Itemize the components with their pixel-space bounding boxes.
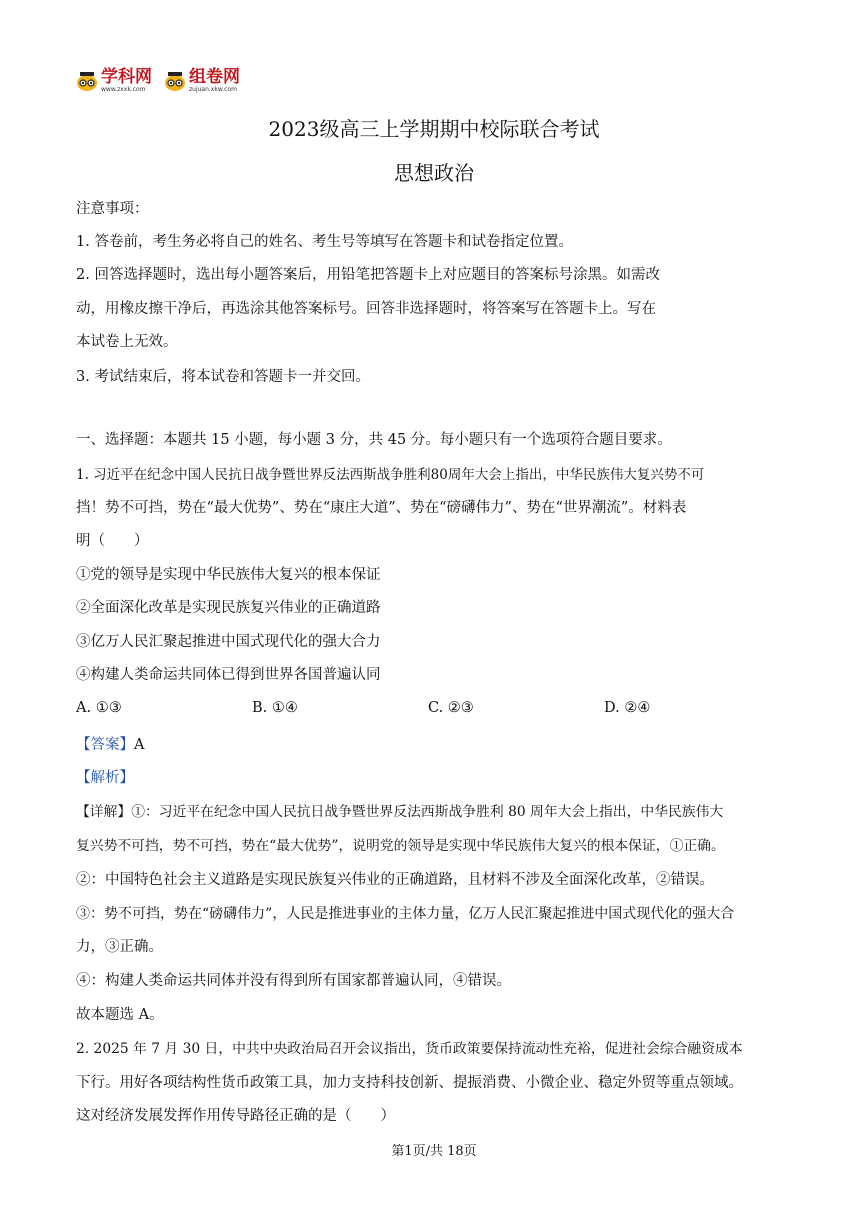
detail-line-2: 复兴势不可挡，势不可挡，势在“最大优势”，说明党的领导是实现中华民族伟大复兴的根本保证，①正确。: [76, 838, 725, 854]
q2-stem-line-1: 2. 2025 年 7 月 30 日，中共中央政治局召开会议指出，货币政策要保持流动性充裕，促进社会综合融资成本: [76, 1041, 743, 1057]
q1-statement-4: ④构建人类命运共同体已得到世界各国普遍认同: [76, 667, 381, 683]
logo-zujuan-sub: zujuan.xkw.com: [189, 86, 237, 93]
detail-line-4: ③：势不可挡，势在“磅礴伟力”，人民是推进事业的主体力量，亿万人民汇聚起推进中国式现代化的强大合: [76, 906, 735, 922]
note-2-line-2: 动，用橡皮擦干净后，再选涂其他答案标号。回答非选择题时，将答案写在答题卡上。写在: [76, 301, 656, 317]
logo-zxxk-sub: www.zxxk.com: [101, 86, 146, 93]
exam-title: 2023级高三上学期期中校际联合考试: [268, 117, 600, 141]
owl-logo-icon: [164, 71, 186, 91]
q1-statement-3: ③亿万人民汇聚起推进中国式现代化的强大合力: [76, 634, 381, 650]
header-logos: [76, 68, 240, 93]
detail-line-1: [76, 802, 786, 822]
q1-option-a[interactable]: A. ①③: [76, 700, 122, 716]
note-1: 1. 答卷前，考生务必将自己的姓名、考生号等填写在答题卡和试卷指定位置。: [76, 234, 573, 250]
section-heading: 一、选择题：本题共 15 小题，每小题 3 分，共 45 分。每小题只有一个选项符合题目要求。: [76, 432, 672, 448]
logo-zxxk[interactable]: [76, 68, 152, 93]
q1-stem-line-3: 明（ ）: [76, 533, 149, 549]
q1-answer: [76, 735, 786, 755]
q1-option-c[interactable]: C. ②③: [428, 700, 474, 716]
q1-statement-2: ②全面深化改革是实现民族复兴伟业的正确道路: [76, 600, 381, 616]
q1-statement-1: ①党的领导是实现中华民族伟大复兴的根本保证: [76, 567, 381, 583]
logo-zujuan-text: 组卷网: [189, 67, 240, 87]
page-footer: 第1页/共 18页: [391, 1144, 477, 1159]
logo-zxxk-text: 学科网: [101, 67, 152, 87]
note-3: 3. 考试结束后，将本试卷和答题卡一并交回。: [76, 369, 370, 385]
answer-value: A: [134, 737, 145, 753]
q1-stem-line-2: 挡！势不可挡，势在“最大优势”、势在“康庄大道”、势在“磅礴伟力”、势在“世界潮流”。材料表: [76, 500, 687, 516]
logo-zujuan[interactable]: [164, 68, 240, 93]
conclusion: 故本题选 A。: [76, 1007, 164, 1023]
owl-logo-icon: [76, 71, 98, 91]
notes-heading: 注意事项：: [76, 201, 149, 217]
q2-stem-line-3: 这对经济发展发挥作用传导路径正确的是（ ）: [76, 1108, 395, 1124]
q1-stem-line-1: 1. 习近平在纪念中国人民抗日战争暨世界反法西斯战争胜利80周年大会上指出，中华民族伟大复兴势不可: [76, 467, 705, 483]
q2-stem-line-2: 下行。用好各项结构性货币政策工具，加力支持科技创新、提振消费、小微企业、稳定外贸等重点领域。: [76, 1075, 743, 1091]
note-2-line-3: 本试卷上无效。: [76, 334, 178, 350]
detail-line-5: 力，③正确。: [76, 939, 163, 955]
note-2-line-1: 2. 回答选择题时，选出每小题答案后，用铅笔把答题卡上对应题目的答案标号涂黑。如需改: [76, 267, 660, 283]
detail-label: 【详解】: [76, 804, 132, 820]
analysis-label: 【解析】: [76, 770, 134, 786]
exam-subject: 思想政治: [394, 161, 474, 185]
detail-text-1: ①：习近平在纪念中国人民抗日战争暨世界反法西斯战争胜利 80 周年大会上指出，中华民族伟大: [131, 804, 724, 820]
q1-option-d[interactable]: D. ②④: [604, 700, 651, 716]
q1-option-b[interactable]: B. ①④: [252, 700, 298, 716]
detail-line-6: ④：构建人类命运共同体并没有得到所有国家都普遍认同，④错误。: [76, 973, 511, 989]
answer-label: 【答案】: [76, 737, 134, 753]
detail-line-3: ②：中国特色社会主义道路是实现民族复兴伟业的正确道路，且材料不涉及全面深化改革，②错误。: [76, 872, 714, 888]
